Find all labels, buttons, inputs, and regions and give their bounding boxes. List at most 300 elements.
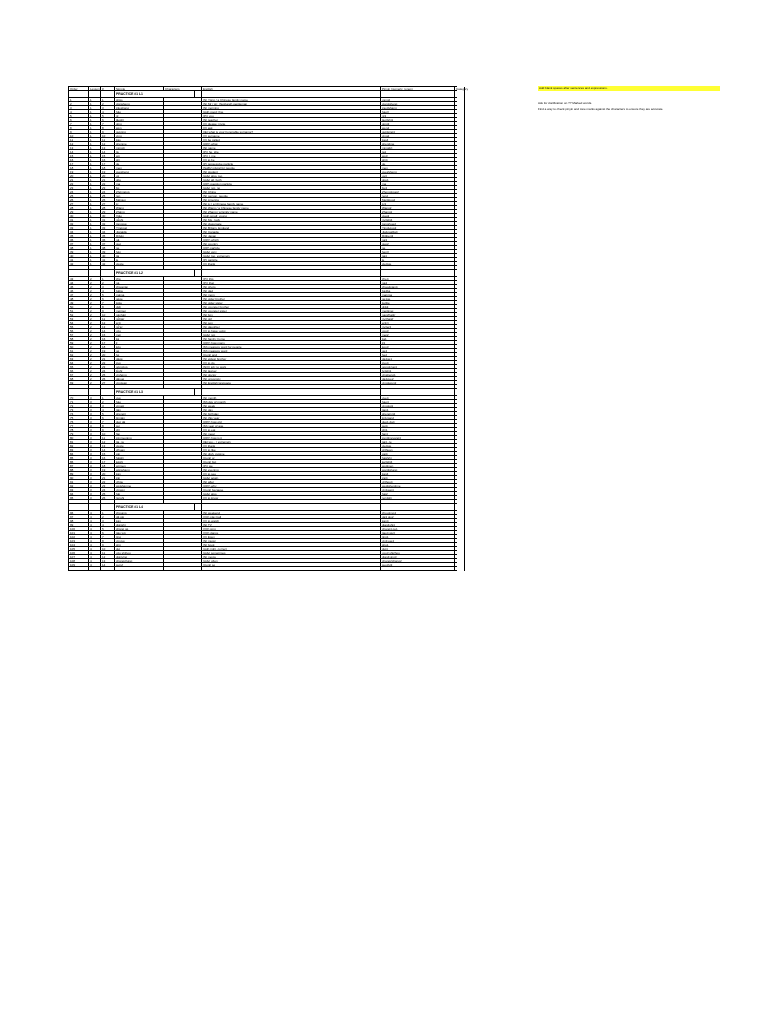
- cell-number[interactable]: 5: [101, 412, 115, 416]
- cell-lesson[interactable]: 4: [89, 531, 101, 535]
- cell-simple[interactable]: suì: [115, 424, 164, 428]
- cell-number[interactable]: 22: [101, 480, 115, 484]
- cell-lesson[interactable]: 1: [89, 170, 101, 174]
- cell-simple[interactable]: Rìběn: [115, 234, 164, 238]
- cell-lesson[interactable]: 2: [89, 333, 101, 337]
- cell-simple[interactable]: shū: [115, 543, 164, 547]
- cell-lesson[interactable]: 2: [89, 293, 101, 297]
- cell-order[interactable]: 3: [69, 106, 89, 110]
- cell-order[interactable]: 57: [69, 333, 89, 337]
- cell-pinyin[interactable]: jian4: [381, 472, 455, 476]
- cell-order[interactable]: 97: [69, 515, 89, 519]
- cell-simple[interactable]: chàng gē: [115, 527, 164, 531]
- cell-number[interactable]: 9: [101, 428, 115, 432]
- cell-order[interactable]: 9: [69, 130, 89, 134]
- cell-order[interactable]: 27: [69, 202, 89, 206]
- cell-number[interactable]: 7: [101, 122, 115, 126]
- cell-pinyin[interactable]: ge4: [381, 349, 455, 353]
- cell-number[interactable]: 21: [101, 178, 115, 182]
- cell-english[interactable]: (Conj) but: [202, 460, 381, 464]
- cell-simple[interactable]: Wáng: [115, 206, 164, 210]
- cell-lesson[interactable]: 2: [89, 341, 101, 345]
- cell-simple[interactable]: Simple: [115, 87, 164, 91]
- cell-simple[interactable]: jiào: [115, 138, 164, 142]
- cell-number[interactable]: 9: [101, 309, 115, 313]
- cell-lesson[interactable]: 1: [89, 258, 101, 262]
- cell-order[interactable]: 74: [69, 412, 89, 416]
- cell-order[interactable]: 8: [69, 126, 89, 130]
- cell-number[interactable]: 11: [101, 138, 115, 142]
- cell-pinyin[interactable]: nan2hai2r: [381, 313, 455, 317]
- cell-english[interactable]: (N) Wang / a Chinese family name: [202, 206, 381, 210]
- cell-number[interactable]: 16: [101, 456, 115, 460]
- cell-pinyin[interactable]: Jia1na2da4: [381, 230, 455, 234]
- cell-english[interactable]: (Adv) all, both: [202, 178, 381, 182]
- cell-order[interactable]: 103: [69, 539, 89, 543]
- cell-lesson[interactable]: 1: [89, 166, 101, 170]
- cell-pinyin[interactable]: hao4: [381, 400, 455, 404]
- cell-pinyin[interactable]: kou3: [381, 345, 455, 349]
- cell-order[interactable]: 77: [69, 424, 89, 428]
- cell-number[interactable]: 22: [101, 361, 115, 365]
- cell-english[interactable]: (V) to have; exist: [202, 329, 381, 333]
- cell-english[interactable]: (Adv) also: [202, 492, 381, 496]
- cell-number[interactable]: 8: [101, 424, 115, 428]
- cell-lesson[interactable]: [89, 389, 101, 396]
- cell-english[interactable]: (V) be called: [202, 138, 381, 142]
- cell-number[interactable]: 6: [101, 297, 115, 301]
- cell-order[interactable]: 94: [69, 492, 89, 496]
- cell-pinyin[interactable]: xiao3: [381, 214, 455, 218]
- cell-english[interactable]: (N) lawyer: [202, 369, 381, 373]
- cell-characters[interactable]: Characters: [164, 87, 202, 91]
- cell-number[interactable]: 6: [101, 118, 115, 122]
- cell-order[interactable]: 26: [69, 198, 89, 202]
- cell-order[interactable]: 22: [69, 182, 89, 186]
- cell-simple[interactable]: dàxué: [115, 377, 164, 381]
- section-title[interactable]: PRACTICE #1 L1: [115, 91, 195, 98]
- cell-english[interactable]: (N) younger brother: [202, 305, 381, 309]
- cell-order[interactable]: 80: [69, 436, 89, 440]
- cell-lesson[interactable]: 1: [89, 98, 101, 102]
- cell-simple[interactable]: méi: [115, 333, 164, 337]
- cell-simple[interactable]: rènshi: [115, 496, 164, 500]
- cell-lesson[interactable]: 3: [89, 424, 101, 428]
- cell-lesson[interactable]: 2: [89, 349, 101, 353]
- cell-english[interactable]: (N) university: [202, 377, 381, 381]
- cell-lesson[interactable]: 1: [89, 210, 101, 214]
- cell-simple[interactable]: nǐ: [115, 114, 164, 118]
- cell-pinyin[interactable]: shen2me: [381, 142, 455, 146]
- cell-lesson[interactable]: 1: [89, 130, 101, 134]
- cell-number[interactable]: 13: [101, 325, 115, 329]
- cell-number[interactable]: 8: [101, 305, 115, 309]
- cell-number[interactable]: 24: [101, 488, 115, 492]
- cell-order[interactable]: 30: [69, 214, 89, 218]
- cell-pinyin[interactable]: Wang2: [381, 206, 455, 210]
- cell-pinyin[interactable]: zen3meyang4: [381, 436, 455, 440]
- cell-lesson[interactable]: 4: [89, 535, 101, 539]
- cell-simple[interactable]: nánháir: [115, 313, 164, 317]
- cell-number[interactable]: 20: [101, 353, 115, 357]
- cell-number[interactable]: [101, 270, 115, 277]
- cell-pinyin[interactable]: you3: [381, 329, 455, 333]
- cell-english[interactable]: (M) year of age: [202, 424, 381, 428]
- cell-pinyin[interactable]: yi1sheng1: [381, 373, 455, 377]
- cell-english[interactable]: (QPr) what: [202, 142, 381, 146]
- cell-pinyin[interactable]: men: [381, 166, 455, 170]
- cell-lesson[interactable]: 3: [89, 428, 101, 432]
- cell-english[interactable]: (QP) question particle: [202, 182, 381, 186]
- cell-category[interactable]: Category: [456, 87, 469, 91]
- cell-order[interactable]: 99: [69, 523, 89, 527]
- cell-order[interactable]: 87: [69, 464, 89, 468]
- cell-number[interactable]: 21: [101, 476, 115, 480]
- cell-pinyin[interactable]: da3 qiu2: [381, 515, 455, 519]
- cell-order[interactable]: 44: [69, 281, 89, 285]
- cell-pinyin[interactable]: shi4: [381, 158, 455, 162]
- cell-pinyin[interactable]: [381, 504, 455, 511]
- cell-number[interactable]: 16: [101, 158, 115, 162]
- cell-english[interactable]: (QPr) how is it: [202, 436, 381, 440]
- cell-number[interactable]: 13: [101, 444, 115, 448]
- cell-simple[interactable]: bù: [115, 186, 164, 190]
- cell-number[interactable]: 15: [101, 154, 115, 158]
- cell-pinyin[interactable]: wo3: [381, 154, 455, 158]
- cell-number[interactable]: 4: [101, 289, 115, 293]
- cell-simple[interactable]: men: [115, 166, 164, 170]
- cell-order[interactable]: 45: [69, 285, 89, 289]
- cell-order[interactable]: 50: [69, 305, 89, 309]
- cell-order[interactable]: [69, 270, 89, 277]
- cell-simple[interactable]: tài...le: [115, 440, 164, 444]
- cell-order[interactable]: 32: [69, 222, 89, 226]
- cell-lesson[interactable]: 2: [89, 289, 101, 293]
- cell-order[interactable]: 10: [69, 134, 89, 138]
- cell-lesson[interactable]: 2: [89, 301, 101, 305]
- cell-lesson[interactable]: 2: [89, 337, 101, 341]
- cell-order[interactable]: 63: [69, 357, 89, 361]
- cell-simple[interactable]: zuò: [115, 361, 164, 365]
- cell-english[interactable]: (N) Canada: [202, 230, 381, 234]
- cell-characters[interactable]: [164, 389, 202, 396]
- cell-pinyin[interactable]: na4: [381, 281, 455, 285]
- cell-english[interactable]: (N) person, people: [202, 194, 381, 198]
- cell-pinyin[interactable]: xing1qi1: [381, 404, 455, 408]
- cell-simple[interactable]: yīnyuè: [115, 539, 164, 543]
- cell-simple[interactable]: dōu: [115, 178, 164, 182]
- cell-number[interactable]: 24: [101, 190, 115, 194]
- cell-english[interactable]: (N) America: [202, 198, 381, 202]
- cell-number[interactable]: 6: [101, 531, 115, 535]
- cell-order[interactable]: 79: [69, 432, 89, 436]
- cell-pinyin[interactable]: hao3: [381, 110, 455, 114]
- cell-order[interactable]: 48: [69, 297, 89, 301]
- cell-number[interactable]: 12: [101, 555, 115, 559]
- cell-lesson[interactable]: 3: [89, 480, 101, 484]
- cell-number[interactable]: 20: [101, 472, 115, 476]
- cell-pinyin[interactable]: [381, 91, 455, 98]
- cell-number[interactable]: 9: [101, 130, 115, 134]
- cell-category[interactable]: [455, 270, 465, 277]
- cell-simple[interactable]: jiějie: [115, 301, 164, 305]
- cell-english[interactable]: (V) ask: [202, 126, 381, 130]
- cell-english[interactable]: (V) thank: [202, 262, 381, 266]
- cell-number[interactable]: 7: [101, 535, 115, 539]
- cell-lesson[interactable]: 4: [89, 539, 101, 543]
- cell-pinyin[interactable]: sui4: [381, 424, 455, 428]
- cell-lesson[interactable]: 2: [89, 357, 101, 361]
- cell-english[interactable]: (N) younger sister: [202, 309, 381, 313]
- cell-pinyin[interactable]: ma1ma: [381, 293, 455, 297]
- cell-pinyin[interactable]: dou1: [381, 178, 455, 182]
- cell-number[interactable]: 26: [101, 377, 115, 381]
- cell-pinyin[interactable]: ma: [381, 182, 455, 186]
- cell-order[interactable]: 106: [69, 551, 89, 555]
- cell-number[interactable]: 22: [101, 182, 115, 186]
- cell-lesson[interactable]: [89, 270, 101, 277]
- cell-order[interactable]: 72: [69, 404, 89, 408]
- cell-order[interactable]: 35: [69, 234, 89, 238]
- cell-english[interactable]: (Adv) also, too: [202, 174, 381, 178]
- cell-simple[interactable]: shēngrì: [115, 412, 164, 416]
- cell-pinyin[interactable]: nv3shi4: [381, 218, 455, 222]
- cell-number[interactable]: 9: [101, 543, 115, 547]
- cell-order[interactable]: 13: [69, 146, 89, 150]
- cell-lesson[interactable]: 4: [89, 563, 101, 567]
- cell-simple[interactable]: jǐ: [115, 341, 164, 345]
- cell-simple[interactable]: Jiānádà: [115, 230, 164, 234]
- cell-simple[interactable]: zhōumò: [115, 511, 164, 515]
- cell-category[interactable]: [455, 91, 465, 98]
- cell-order[interactable]: 96: [69, 511, 89, 515]
- cell-lesson[interactable]: 4: [89, 519, 101, 523]
- cell-english[interactable]: (V) listen: [202, 535, 381, 539]
- cell-english[interactable]: (Suffix) plural for people: [202, 166, 381, 170]
- cell-number[interactable]: 23: [101, 186, 115, 190]
- cell-simple[interactable]: shǎo: [115, 98, 164, 102]
- cell-simple[interactable]: le: [115, 258, 164, 262]
- cell-pinyin[interactable]: tian1: [381, 408, 455, 412]
- cell-english[interactable]: (P) possessive particle: [202, 162, 381, 166]
- cell-simple[interactable]: kěshì: [115, 460, 164, 464]
- cell-order[interactable]: 42: [69, 262, 89, 266]
- cell-simple[interactable]: érzi: [115, 321, 164, 325]
- cell-category[interactable]: [455, 389, 465, 396]
- cell-english[interactable]: (Adv) very: [202, 250, 381, 254]
- cell-english[interactable]: (N) meal: [202, 432, 381, 436]
- cell-order[interactable]: 16: [69, 158, 89, 162]
- cell-lesson[interactable]: 1: [89, 226, 101, 230]
- cell-order[interactable]: 70: [69, 396, 89, 400]
- cell-lesson[interactable]: 3: [89, 472, 101, 476]
- cell-number[interactable]: 14: [101, 329, 115, 333]
- cell-simple[interactable]: gōngzuò: [115, 365, 164, 369]
- cell-simple[interactable]: Xiǎo: [115, 214, 164, 218]
- cell-number[interactable]: 16: [101, 337, 115, 341]
- cell-lesson[interactable]: [89, 504, 101, 511]
- cell-pinyin[interactable]: Zhong1guo2: [381, 190, 455, 194]
- cell-english[interactable]: (IE) what is your honorable surname?: [202, 130, 381, 134]
- cell-pinyin[interactable]: xie4xie: [381, 262, 455, 266]
- cell-english[interactable]: (Conj) because: [202, 488, 381, 492]
- cell-simple[interactable]: tīng: [115, 535, 164, 539]
- cell-order[interactable]: 20: [69, 174, 89, 178]
- cell-number[interactable]: 12: [101, 142, 115, 146]
- cell-english[interactable]: (Adj) good; fine: [202, 110, 381, 114]
- cell-lesson[interactable]: 3: [89, 484, 101, 488]
- section-title[interactable]: PRACTICE #1 L2: [115, 270, 195, 277]
- cell-pinyin[interactable]: zhou1mo4: [381, 511, 455, 515]
- cell-pinyin[interactable]: bu4: [381, 186, 455, 190]
- cell-english[interactable]: (N) after: [202, 480, 381, 484]
- cell-simple[interactable]: shì: [115, 158, 164, 162]
- cell-lesson[interactable]: 1: [89, 214, 101, 218]
- cell-english[interactable]: (N) dish, cuisine: [202, 452, 381, 456]
- cell-lesson[interactable]: [89, 567, 101, 571]
- cell-pinyin[interactable]: hai2shi: [381, 456, 455, 460]
- cell-pinyin[interactable]: tai4...le: [381, 440, 455, 444]
- cell-pinyin[interactable]: Pinyin (numeric_tones): [381, 87, 455, 91]
- cell-english[interactable]: (V) to eat: [202, 428, 381, 432]
- cell-pinyin[interactable]: mei2: [381, 333, 455, 337]
- cell-number[interactable]: 19: [101, 170, 115, 174]
- cell-pinyin[interactable]: wen4: [381, 126, 455, 130]
- cell-simple[interactable]: mèimei: [115, 309, 164, 313]
- cell-english[interactable]: (N) TV: [202, 523, 381, 527]
- cell-english[interactable]: (N) day: [202, 408, 381, 412]
- cell-number[interactable]: 29: [101, 210, 115, 214]
- cell-lesson[interactable]: 2: [89, 361, 101, 365]
- cell-number[interactable]: 27: [101, 381, 115, 385]
- cell-order[interactable]: 28: [69, 206, 89, 210]
- cell-number[interactable]: 18: [101, 345, 115, 349]
- cell-simple[interactable]: nǚ'ér: [115, 325, 164, 329]
- cell-order[interactable]: 67: [69, 373, 89, 377]
- cell-simple[interactable]: guìxìng: [115, 130, 164, 134]
- cell-order[interactable]: 109: [69, 563, 89, 567]
- cell-order[interactable]: 95: [69, 496, 89, 500]
- cell-lesson[interactable]: 1: [89, 114, 101, 118]
- cell-order[interactable]: 43: [69, 277, 89, 281]
- cell-number[interactable]: 10: [101, 134, 115, 138]
- cell-english[interactable]: (V) to like: [202, 448, 381, 452]
- cell-number[interactable]: 2: [101, 102, 115, 106]
- cell-english[interactable]: (VO) dance: [202, 531, 381, 535]
- cell-order[interactable]: 84: [69, 452, 89, 456]
- cell-number[interactable]: 5: [101, 527, 115, 531]
- cell-order[interactable]: 60: [69, 345, 89, 349]
- cell-number[interactable]: 30: [101, 214, 115, 218]
- cell-simple[interactable]: kǒu: [115, 345, 164, 349]
- cell-simple[interactable]: chángcháng: [115, 559, 164, 563]
- cell-english[interactable]: (N) name: [202, 146, 381, 150]
- cell-lesson[interactable]: 1: [89, 146, 101, 150]
- cell-lesson[interactable]: 1: [89, 118, 101, 122]
- cell-number[interactable]: 38: [101, 246, 115, 250]
- cell-lesson[interactable]: 3: [89, 404, 101, 408]
- cell-simple[interactable]: gè: [115, 349, 164, 353]
- cell-order[interactable]: 92: [69, 484, 89, 488]
- cell-pinyin[interactable]: duo1 da4: [381, 420, 455, 424]
- cell-number[interactable]: 2: [101, 400, 115, 404]
- cell-pinyin[interactable]: lv4shi1: [381, 369, 455, 373]
- cell-order[interactable]: 102: [69, 535, 89, 539]
- cell-simple[interactable]: lǎoshī: [115, 118, 164, 122]
- cell-number[interactable]: 10: [101, 547, 115, 551]
- cell-english[interactable]: (N) Yáng / a Chinese family name: [202, 98, 381, 102]
- cell-order[interactable]: 47: [69, 293, 89, 297]
- cell-simple[interactable]: xìng: [115, 134, 164, 138]
- cell-number[interactable]: 5: [101, 114, 115, 118]
- cell-order[interactable]: 85: [69, 456, 89, 460]
- cell-lesson[interactable]: 1: [89, 222, 101, 226]
- cell-simple[interactable]: tóngxué: [115, 222, 164, 226]
- cell-number[interactable]: 36: [101, 238, 115, 242]
- cell-number[interactable]: 3: [101, 519, 115, 523]
- cell-number[interactable]: #: [101, 87, 115, 91]
- cell-english[interactable]: (N) book: [202, 543, 381, 547]
- cell-number[interactable]: 7: [101, 420, 115, 424]
- cell-simple[interactable]: māma: [115, 293, 164, 297]
- cell-english[interactable]: (N) evening: [202, 468, 381, 472]
- cell-english[interactable]: (Pr) you: [202, 114, 381, 118]
- cell-number[interactable]: 39: [101, 250, 115, 254]
- cell-lesson[interactable]: 1: [89, 206, 101, 210]
- cell-pinyin[interactable]: chang4 ge1: [381, 527, 455, 531]
- cell-number[interactable]: 31: [101, 218, 115, 222]
- cell-number[interactable]: [101, 389, 115, 396]
- cell-number[interactable]: 37: [101, 242, 115, 246]
- cell-english[interactable]: (N) photo: [202, 285, 381, 289]
- cell-order[interactable]: 6: [69, 118, 89, 122]
- cell-simple[interactable]: jiàn: [115, 472, 164, 476]
- cell-english[interactable]: (Adv) not: [202, 333, 381, 337]
- cell-english[interactable]: (N) movie: [202, 555, 381, 559]
- cell-lesson[interactable]: 1: [89, 138, 101, 142]
- cell-simple[interactable]: yīnwèi: [115, 488, 164, 492]
- cell-number[interactable]: 6: [101, 416, 115, 420]
- cell-number[interactable]: 23: [101, 365, 115, 369]
- cell-lesson[interactable]: 1: [89, 182, 101, 186]
- cell-english[interactable]: (Conj) and: [202, 353, 381, 357]
- cell-english[interactable]: (N) older sister: [202, 301, 381, 305]
- cell-number[interactable]: 18: [101, 464, 115, 468]
- cell-simple[interactable]: hào: [115, 400, 164, 404]
- cell-pinyin[interactable]: ren2: [381, 194, 455, 198]
- cell-simple[interactable]: nǚháir: [115, 317, 164, 321]
- cell-pinyin[interactable]: lao3shi1: [381, 118, 455, 122]
- cell-english[interactable]: (V) to be: [202, 158, 381, 162]
- cell-number[interactable]: 12: [101, 440, 115, 444]
- cell-english[interactable]: (N) month: [202, 396, 381, 400]
- cell-number[interactable]: 17: [101, 341, 115, 345]
- cell-number[interactable]: 25: [101, 492, 115, 496]
- cell-lesson[interactable]: 4: [89, 555, 101, 559]
- cell-lesson[interactable]: 3: [89, 396, 101, 400]
- cell-english[interactable]: (N) English language: [202, 381, 381, 385]
- cell-pinyin[interactable]: ne: [381, 246, 455, 250]
- cell-order[interactable]: 11: [69, 138, 89, 142]
- cell-lesson[interactable]: 1: [89, 242, 101, 246]
- cell-number[interactable]: 1: [101, 396, 115, 400]
- cell-number[interactable]: 23: [101, 484, 115, 488]
- cell-order[interactable]: 54: [69, 321, 89, 325]
- cell-simple[interactable]: de: [115, 162, 164, 166]
- cell-english[interactable]: (Adv) again: [202, 476, 381, 480]
- cell-pinyin[interactable]: xue2sheng: [381, 170, 455, 174]
- cell-simple[interactable]: Lǐ: [115, 202, 164, 206]
